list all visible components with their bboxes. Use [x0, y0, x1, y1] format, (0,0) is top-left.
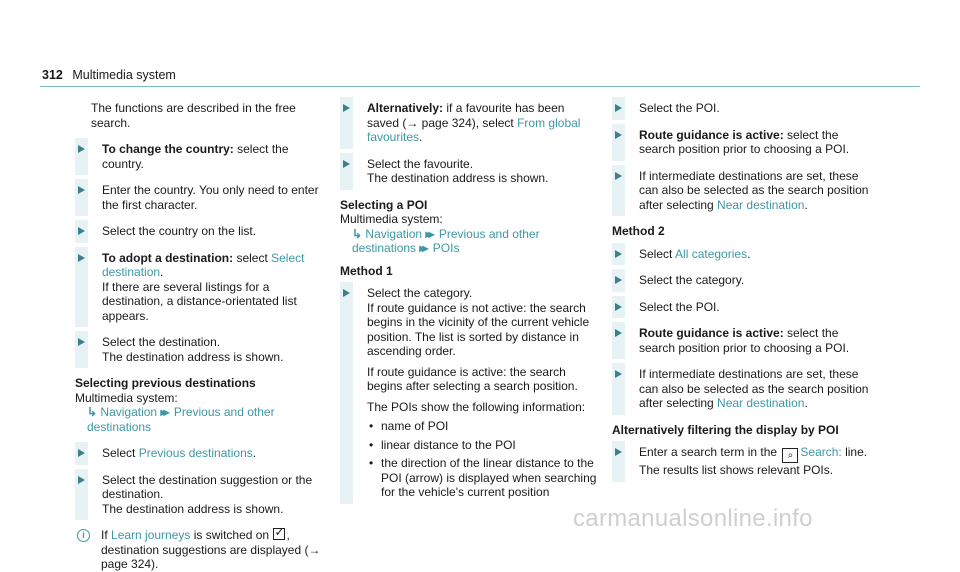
step-extra: The POIs show the following information: [367, 399, 586, 414]
step-arrow-icon [615, 131, 622, 139]
checkbox-checked-icon [273, 528, 285, 540]
step-extra: The destination address is shown. [102, 501, 284, 516]
heading-previous-destinations: Selecting previous destinations [75, 376, 256, 390]
step-text: . [747, 246, 751, 261]
step-arrow-icon [78, 145, 85, 153]
step-text: select [233, 250, 272, 265]
path-intro: Multimedia system: [340, 212, 443, 226]
step-bold: To change the country: [102, 142, 234, 156]
step-text: If intermediate destinations are set, these can also be selected as the search position after selecting [639, 168, 869, 212]
step-enter-search-term [612, 445, 870, 478]
step-arrow-icon [615, 276, 622, 284]
step-route-guidance-active [612, 128, 870, 157]
step-arrow-icon [615, 250, 622, 258]
learn-journeys-link[interactable]: Learn journeys [111, 528, 191, 542]
column-2 [340, 101, 598, 512]
intro-text: The functions are described in the free search. [91, 101, 296, 130]
step-arrow-icon [78, 186, 85, 194]
step-text: . [160, 265, 164, 279]
step-select-poi [612, 101, 870, 116]
step-select-suggestion [75, 473, 333, 517]
method-1-heading: Method 1 [340, 263, 393, 278]
step-select-favourite [340, 157, 598, 186]
heading-selecting-poi: Selecting a POI [340, 197, 428, 212]
section-title: Multimedia system [72, 68, 176, 82]
step-arrow-icon [78, 449, 85, 457]
path-pois[interactable]: POIs [432, 241, 460, 255]
step-adopt-destination [75, 251, 333, 324]
step-arrow-icon [343, 160, 350, 168]
method-2-heading: Method 2 [612, 224, 665, 238]
step-arrow-icon [615, 172, 622, 180]
step-arrow-icon [343, 289, 350, 297]
step-text: Select the country on the list. [102, 224, 257, 238]
path-previous-other[interactable]: Previous and other destinations [87, 405, 275, 434]
step-text: . [804, 197, 808, 212]
path-arrow-icon: ↳ [87, 405, 98, 419]
watermark: carmanualsonline.info [573, 505, 813, 532]
step-text: Select the POI. [639, 299, 720, 314]
list-item: • linear distance to the POI [367, 438, 598, 453]
step-text: Select the category. [639, 273, 745, 287]
step-select-country [75, 224, 333, 239]
step-extra: The destination address is shown. [367, 171, 549, 185]
step-text: Select [639, 246, 676, 261]
path-arrow-icon: ↳ [352, 226, 363, 241]
column-1 [75, 101, 333, 572]
step-select-category [612, 273, 870, 288]
all-categories-link[interactable]: All categories [675, 246, 748, 261]
select-destination-link[interactable]: Select destination [102, 250, 305, 279]
heading-filter-poi: Alternatively filtering the display by POI [612, 422, 839, 437]
column-3 [612, 101, 870, 490]
step-enter-country [75, 183, 333, 212]
double-chevron-icon: ▸▸ [160, 405, 167, 419]
list-item: • name of POI [367, 419, 598, 434]
step-change-country [75, 142, 333, 171]
step-all-categories [612, 247, 870, 262]
info-icon: i [77, 529, 90, 542]
step-arrow-icon [78, 338, 85, 346]
step-arrow-icon [615, 303, 622, 311]
step-bold: Route guidance is active: [639, 127, 784, 142]
step-arrow-icon [78, 254, 85, 262]
step-text: . [804, 396, 808, 410]
info-note [75, 528, 333, 572]
step-text: . [419, 130, 423, 144]
step-text: if a favourite has been saved (→ page 324), select [367, 101, 565, 130]
near-destination-link[interactable]: Near destination [717, 197, 805, 212]
double-chevron-icon: ▸▸ [425, 226, 432, 241]
step-arrow-icon [615, 448, 622, 456]
step-extra: If there are several listings for a destination, a distance-orientated list appears. [102, 279, 297, 323]
step-text: select the country. [102, 142, 289, 171]
near-destination-link[interactable]: Near destination [717, 396, 805, 410]
step-arrow-icon [78, 227, 85, 235]
step-extra: If route guidance is not active: the search begins in the vicinity of the current vehicle position. The list is sorted by distance in ascending order. [367, 300, 590, 358]
step-text: Select the POI. [639, 101, 720, 115]
previous-destinations-link[interactable]: Previous destinations [138, 446, 253, 460]
step-arrow-icon [615, 370, 622, 378]
search-field-link[interactable]: Search: [800, 445, 842, 459]
step-text: select the search position prior to choosing a POI. [639, 127, 850, 156]
note-text: , destination suggestions are displayed (→ page 324). [101, 528, 321, 571]
page-number: 312 [42, 68, 63, 82]
step-text: Enter a search term in the [639, 445, 781, 459]
global-favourites-link[interactable]: From global favourites [367, 115, 581, 144]
page-header [42, 68, 176, 82]
step-bold: Alternatively: [367, 101, 444, 115]
step-text: If intermediate destinations are set, these can also be selected as the search position after selecting [639, 367, 869, 410]
step-text: Select the category. [367, 286, 473, 300]
step-text: select the search position prior to choosing a POI. [639, 326, 850, 355]
step-extra: The results list shows relevant POIs. [639, 463, 834, 477]
step-previous-destinations [75, 446, 333, 461]
step-bold: Route guidance is active: [639, 326, 784, 340]
step-select-poi [612, 300, 870, 315]
step-select-category [340, 286, 598, 500]
step-text: Select the destination. [102, 335, 221, 349]
step-arrow-icon [343, 104, 350, 112]
path-previous-other[interactable]: Previous and other destinations [352, 226, 540, 255]
step-alternatively [340, 101, 598, 145]
step-bold: To adopt a destination: [102, 250, 234, 265]
step-extra: If route guidance is active: the search begins after selecting a search position. [367, 364, 578, 393]
double-chevron-icon: ▸▸ [419, 241, 426, 255]
step-route-guidance-active [612, 326, 870, 355]
step-text: line. [841, 445, 868, 459]
list-item: • the direction of the linear distance to the POI (arrow) is displayed when searching for the vehicle's current position [367, 456, 598, 500]
step-arrow-icon [615, 104, 622, 112]
path-navigation[interactable]: Navigation [365, 226, 423, 241]
note-text: If [101, 528, 112, 542]
poi-info-list [367, 419, 598, 500]
note-text: is switched on [190, 528, 273, 542]
step-intermediate-destinations [612, 367, 870, 411]
search-icon: ⌕ [782, 448, 798, 463]
step-select-destination [75, 335, 333, 364]
step-extra: The destination address is shown. [102, 349, 284, 364]
menu-path [75, 405, 333, 434]
step-arrow-icon [78, 476, 85, 484]
path-navigation[interactable]: Navigation [100, 405, 158, 419]
step-intermediate-destinations [612, 169, 870, 213]
step-text: . [252, 446, 257, 460]
step-text: Select [102, 446, 139, 460]
step-text: Enter the country. You only need to enter the first character. [102, 183, 319, 212]
menu-path [340, 227, 598, 256]
header-divider [40, 86, 920, 87]
step-text: Select the destination suggestion or the destination. [102, 472, 313, 501]
path-intro: Multimedia system: [75, 390, 178, 405]
step-arrow-icon [615, 329, 622, 337]
step-text: Select the favourite. [367, 156, 474, 171]
